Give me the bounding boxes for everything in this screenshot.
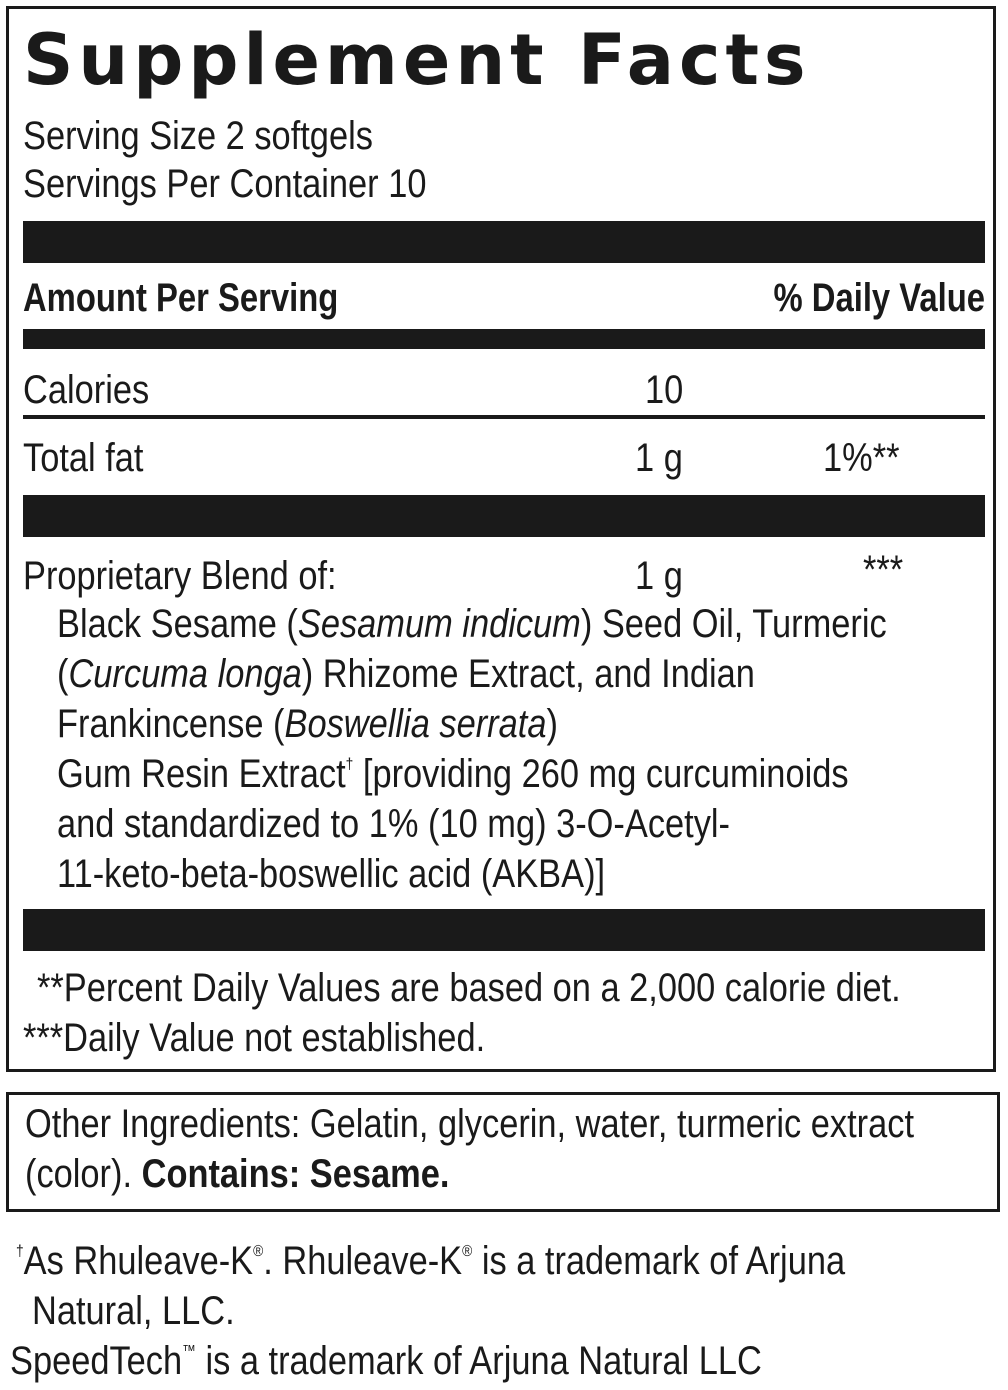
trademark-line: SpeedTech™ is a trademark of Arjuna Natural LLC [10,1339,762,1383]
footnote-daily-values: **Percent Daily Values are based on a 2,000 calorie diet. [37,966,901,1010]
registered-mark: ® [462,1243,473,1260]
trademark-mark: ™ [182,1343,196,1360]
trademark-line: Natural, LLC. [32,1289,235,1333]
nutrient-name: Total fat [23,436,144,480]
medium-divider [23,329,985,349]
nutrient-name: Calories [23,368,150,412]
nutrient-amount: 10 [645,368,684,412]
thick-divider [23,495,985,537]
nutrient-amount: 1 g [635,436,683,480]
blend-line: Black Sesame (Sesamum indicum) Seed Oil, Turmeric [57,602,887,646]
nutrient-amount: 1 g [635,554,683,598]
serving-size: Serving Size 2 softgels [23,114,373,158]
thick-divider [23,909,985,951]
dagger-mark: † [345,756,354,773]
blend-line: Gum Resin Extract† [providing 260 mg curcuminoids [57,752,849,796]
supplement-facts-panel [6,6,996,1072]
nutrient-name: Proprietary Blend of: [23,554,337,598]
daily-value-header: % Daily Value [773,276,985,320]
amount-per-serving-header: Amount Per Serving [23,276,339,320]
other-ingredients-panel [6,1092,1000,1212]
blend-line: Frankincense (Boswellia serrata) [57,702,558,746]
blend-line: (Curcuma longa) Rhizome Extract, and Indian [57,652,755,696]
servings-per-container: Servings Per Container 10 [23,162,427,206]
thick-divider [23,221,985,263]
dagger-mark: † [16,1243,24,1260]
footnote-not-established: ***Daily Value not established. [23,1016,486,1060]
registered-mark: ® [253,1243,264,1260]
contains-line: (color). Contains: Sesame. [25,1152,450,1196]
facts-title: Supplement Facts [23,19,811,101]
blend-line: 11-keto-beta-boswellic acid (AKBA)] [57,852,606,896]
blend-line: and standardized to 1% (10 mg) 3-O-Acetyl- [57,802,731,846]
trademark-line: †As Rhuleave-K®. Rhuleave-K® is a trademark of Arjuna [16,1239,846,1283]
allergen-warning: Contains: Sesame. [141,1152,450,1196]
nutrient-daily-value: *** [863,548,904,592]
row-divider [23,415,985,419]
nutrient-daily-value: 1%** [823,436,900,480]
other-ingredients-line: Other Ingredients: Gelatin, glycerin, water, turmeric extract [25,1102,915,1146]
